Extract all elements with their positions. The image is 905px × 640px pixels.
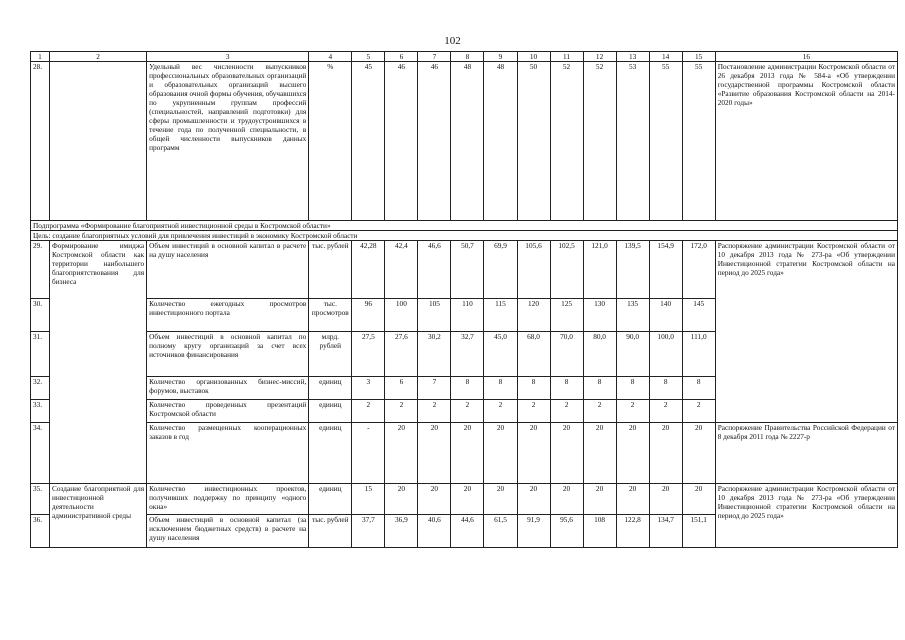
column-number: 16 [715, 52, 897, 62]
unit-cell: единиц [309, 423, 352, 484]
value-cell: 102,5 [550, 241, 583, 299]
column-number: 9 [484, 52, 517, 62]
value-cell: 20 [649, 423, 682, 484]
value-cell: 140 [649, 299, 682, 332]
value-cell: 172,0 [682, 241, 715, 299]
value-cell: 20 [418, 423, 451, 484]
column-number: 10 [517, 52, 550, 62]
value-cell: 2 [550, 400, 583, 423]
value-cell: 95,6 [550, 515, 583, 548]
value-cell: 27,5 [352, 332, 385, 377]
indicator-name: Объем инвестиций в основной капитал (за исключением бюджетных средств) в расчете на душу населения [147, 515, 309, 548]
row-number: 36. [31, 515, 50, 548]
row-number: 28. [31, 62, 50, 221]
value-cell: 46 [418, 62, 451, 221]
value-cell: 20 [583, 484, 616, 515]
value-cell: 120 [517, 299, 550, 332]
value-cell: 48 [484, 62, 517, 221]
value-cell: 40,6 [418, 515, 451, 548]
column-number: 1 [31, 52, 50, 62]
value-cell: 20 [385, 484, 418, 515]
value-cell: 96 [352, 299, 385, 332]
column-number: 6 [385, 52, 418, 62]
value-cell: 20 [418, 484, 451, 515]
value-cell: 121,0 [583, 241, 616, 299]
column-number: 14 [649, 52, 682, 62]
column-number: 5 [352, 52, 385, 62]
value-cell: 8 [616, 377, 649, 400]
value-cell: 2 [517, 400, 550, 423]
value-cell: 7 [418, 377, 451, 400]
value-cell: 20 [682, 484, 715, 515]
value-cell: 2 [385, 400, 418, 423]
value-cell: 100,0 [649, 332, 682, 377]
column-number: 13 [616, 52, 649, 62]
column-number: 3 [147, 52, 309, 62]
row-number: 35. [31, 484, 50, 515]
value-cell: 108 [583, 515, 616, 548]
value-cell: 20 [616, 484, 649, 515]
value-cell: 45,0 [484, 332, 517, 377]
value-cell: 50 [517, 62, 550, 221]
value-cell: 80,0 [583, 332, 616, 377]
value-cell: 55 [682, 62, 715, 221]
column-number: 7 [418, 52, 451, 62]
value-cell: 105,6 [517, 241, 550, 299]
column-number: 8 [451, 52, 484, 62]
subprogram-row [31, 221, 898, 231]
value-cell: 20 [484, 484, 517, 515]
value-cell: 20 [517, 423, 550, 484]
value-cell: 20 [649, 484, 682, 515]
document-cell: Распоряжение администрации Костромской области от 10 декабря 2013 года № 273-ра «Об утверждении Инвестиционной стратегии Костромской области на период до 2025 года» [715, 241, 897, 423]
subprogram-title: Подпрограмма «Формирование благоприятной инвестиционной среды в Костромской области» [31, 221, 898, 231]
value-cell: 52 [550, 62, 583, 221]
indicator-name: Количество размещенных кооперационных заказов в год [147, 423, 309, 484]
column-number: 11 [550, 52, 583, 62]
value-cell: 15 [352, 484, 385, 515]
value-cell: 2 [649, 400, 682, 423]
value-cell: 115 [484, 299, 517, 332]
row-number: 30. [31, 299, 50, 332]
value-cell: 45 [352, 62, 385, 221]
value-cell: 30,2 [418, 332, 451, 377]
value-cell: 70,0 [550, 332, 583, 377]
value-cell: 100 [385, 299, 418, 332]
unit-cell: единиц [309, 484, 352, 515]
column-number-row [31, 52, 898, 62]
value-cell: 111,0 [682, 332, 715, 377]
value-cell: 151,1 [682, 515, 715, 548]
value-cell: 20 [550, 484, 583, 515]
value-cell: 8 [682, 377, 715, 400]
column-number: 2 [50, 52, 147, 62]
value-cell: 8 [451, 377, 484, 400]
value-cell: 2 [682, 400, 715, 423]
value-cell: 6 [385, 377, 418, 400]
unit-cell: млрд. рублей [309, 332, 352, 377]
value-cell: 8 [484, 377, 517, 400]
value-cell: 145 [682, 299, 715, 332]
value-cell: 90,0 [616, 332, 649, 377]
indicator-name: Объем инвестиций в основной капитал по полному кругу организаций за счет всех источников финансирования [147, 332, 309, 377]
value-cell: 46 [385, 62, 418, 221]
column-number: 4 [309, 52, 352, 62]
value-cell: 125 [550, 299, 583, 332]
row-number: 32. [31, 377, 50, 400]
value-cell: 20 [583, 423, 616, 484]
value-cell: 20 [451, 423, 484, 484]
unit-cell: тыс. рублей [309, 241, 352, 299]
table-row [31, 241, 898, 299]
value-cell: 122,8 [616, 515, 649, 548]
document-cell: Распоряжение Правительства Российской Федерации от 8 декабря 2011 года № 2227-р [715, 423, 897, 484]
indicator-name: Удельный вес численности выпускников профессиональных образовательных организаций и образовательных организаций высшего образования очной формы обучения, обучавшихся по укрупненным группам профессий (специальностей, направлений подготовки) для сферы промышленности и трудоустроившихся в течение года по полученной специальности, в общей численности выпускников данных программ [147, 62, 309, 221]
value-cell: 154,9 [649, 241, 682, 299]
row-number: 29. [31, 241, 50, 299]
value-cell: 135 [616, 299, 649, 332]
goal-text: Цель: создание благоприятных условий для привлечения инвестиций в экономику Костромской области [31, 231, 898, 241]
value-cell: 42,28 [352, 241, 385, 299]
value-cell: 32,7 [451, 332, 484, 377]
value-cell: 8 [517, 377, 550, 400]
value-cell: 91,9 [517, 515, 550, 548]
value-cell: 20 [616, 423, 649, 484]
value-cell: 27,6 [385, 332, 418, 377]
column-number: 15 [682, 52, 715, 62]
row-number: 33. [31, 400, 50, 423]
unit-cell: единиц [309, 377, 352, 400]
value-cell: 139,5 [616, 241, 649, 299]
indicators-table [30, 51, 898, 548]
value-cell: 134,7 [649, 515, 682, 548]
value-cell: 20 [682, 423, 715, 484]
task-cell [50, 62, 147, 221]
value-cell: 20 [550, 423, 583, 484]
indicator-name: Количество инвестиционных проектов, получивших поддержку по принципу «одного окна» [147, 484, 309, 515]
value-cell: 105 [418, 299, 451, 332]
unit-cell: тыс. просмотров [309, 299, 352, 332]
value-cell: 55 [649, 62, 682, 221]
row-number: 34. [31, 423, 50, 484]
document-cell: Распоряжение администрации Костромской области от 10 декабря 2013 года № 273-ра «Об утверждении Инвестиционной стратегии Костромской области на период до 2025 года» [715, 484, 897, 548]
value-cell: 61,5 [484, 515, 517, 548]
unit-cell: тыс. рублей [309, 515, 352, 548]
value-cell: 44,6 [451, 515, 484, 548]
value-cell: 2 [352, 400, 385, 423]
goal-row [31, 231, 898, 241]
value-cell: 68,0 [517, 332, 550, 377]
table-row [31, 484, 898, 515]
value-cell: 53 [616, 62, 649, 221]
value-cell: 50,7 [451, 241, 484, 299]
value-cell: 42,4 [385, 241, 418, 299]
value-cell: 20 [484, 423, 517, 484]
task-cell: Формирование имиджа Костромской области как территории наибольшего благоприятствования для бизнеса [50, 241, 147, 484]
table-row [31, 62, 898, 221]
value-cell: 20 [385, 423, 418, 484]
value-cell: 2 [616, 400, 649, 423]
value-cell: 20 [451, 484, 484, 515]
value-cell: 3 [352, 377, 385, 400]
page-number: 102 [444, 35, 461, 47]
indicator-name: Количество проведенных презентаций Костромской области [147, 400, 309, 423]
value-cell: 48 [451, 62, 484, 221]
value-cell: 2 [418, 400, 451, 423]
value-cell: 8 [649, 377, 682, 400]
value-cell: 2 [484, 400, 517, 423]
value-cell: 8 [583, 377, 616, 400]
value-cell: 36,9 [385, 515, 418, 548]
indicator-name: Количество организованных бизнес-миссий, форумов, выставок [147, 377, 309, 400]
document-cell: Постановление администрации Костромской области от 26 декабря 2013 года № 584-а «Об утверждении государственной программы Костромской области «Развитие образования Костромской области на 2014-2020 годы» [715, 62, 897, 221]
indicator-name: Объем инвестиций в основной капитал в расчете на душу населения [147, 241, 309, 299]
value-cell: 46,6 [418, 241, 451, 299]
indicator-name: Количество ежегодных просмотров инвестиционного портала [147, 299, 309, 332]
row-number: 31. [31, 332, 50, 377]
task-cell: Создание благоприятной для инвестиционной деятельности административной среды [50, 484, 147, 548]
unit-cell: единиц [309, 400, 352, 423]
value-cell: 2 [451, 400, 484, 423]
value-cell: 2 [583, 400, 616, 423]
value-cell: 69,9 [484, 241, 517, 299]
value-cell: 20 [517, 484, 550, 515]
table-row [31, 423, 898, 484]
value-cell: 8 [550, 377, 583, 400]
column-number: 12 [583, 52, 616, 62]
value-cell: - [352, 423, 385, 484]
value-cell: 52 [583, 62, 616, 221]
value-cell: 37,7 [352, 515, 385, 548]
value-cell: 130 [583, 299, 616, 332]
value-cell: 110 [451, 299, 484, 332]
unit-cell: % [309, 62, 352, 221]
